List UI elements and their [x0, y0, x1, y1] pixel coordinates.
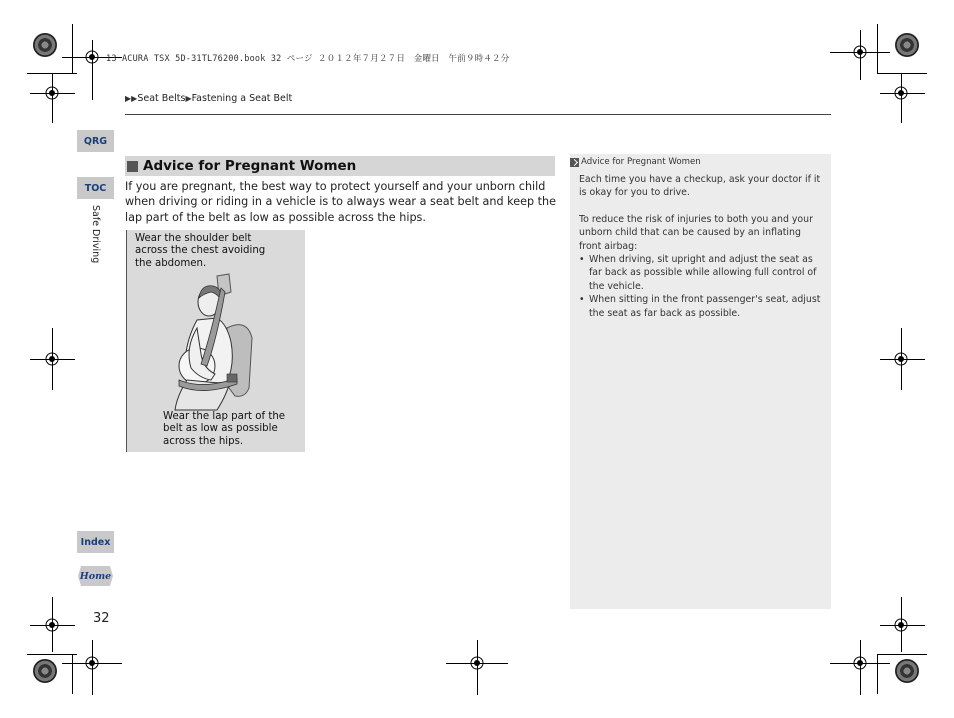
note-title-text: Advice for Pregnant Women: [581, 157, 701, 167]
crop-line: [877, 654, 878, 694]
breadcrumb-arrow-icon: ▶: [185, 94, 192, 103]
crop-line: [877, 73, 927, 74]
list-item: • When driving, sit upright and adjust the seat as far back as possible while allowing full control of the vehicle.: [579, 253, 825, 293]
crop-line: [877, 654, 927, 655]
color-rosette-icon: [33, 33, 57, 57]
breadcrumb-arrow-icon: ▶▶: [125, 94, 138, 103]
pregnant-woman-illustration-icon: [157, 268, 267, 413]
page-number: 32: [93, 611, 110, 626]
registration-target-icon: [890, 82, 912, 104]
section-label: [85, 205, 105, 275]
printer-slug: 13 ACURA TSX 5D-31TL76200.book 32 ページ ２０１２年７月２７日 金曜日 午前９時４２分: [106, 54, 510, 64]
crop-line: [72, 654, 73, 694]
breadcrumb-current: Fastening a Seat Belt: [191, 93, 293, 104]
note-paragraph: To reduce the risk of injuries to both you and your unborn child that can be caused by an inflating front airbag:: [579, 214, 813, 252]
section-heading: [125, 156, 555, 176]
crop-line: [27, 654, 77, 655]
crop-line: [877, 24, 878, 74]
crop-line: [72, 24, 73, 74]
qrg-tab[interactable]: QRG: [77, 130, 114, 152]
note-paragraph: Each time you have a checkup, ask your doctor if it is okay for you to drive.: [579, 174, 821, 199]
registration-target-icon: [41, 82, 63, 104]
heading-text: Advice for Pregnant Women: [143, 158, 357, 174]
note-title: [570, 157, 701, 167]
registration-target-icon: [81, 46, 103, 68]
registration-target-icon: [41, 348, 63, 370]
note-marker-icon: [570, 158, 579, 167]
heading-square-icon: [127, 161, 138, 172]
registration-target-icon: [890, 614, 912, 636]
registration-target-icon: [849, 652, 871, 674]
side-note: [570, 154, 831, 609]
figure-caption-lap-belt: Wear the lap part of the belt as low as possible across the hips.: [163, 411, 286, 447]
header-divider: [125, 114, 831, 115]
note-bullet-list: [579, 253, 825, 320]
color-rosette-icon: [33, 659, 57, 683]
home-label: Home: [79, 570, 112, 582]
figure-caption-shoulder-belt: Wear the shoulder belt across the chest avoiding the abdomen.: [135, 233, 266, 269]
breadcrumb: [125, 93, 292, 104]
body-paragraph: If you are pregnant, the best way to protect yourself and your unborn child when driving or riding in a vehicle is to always wear a seat belt and keep the lap part of the belt as low as possible across the hips.: [125, 180, 557, 224]
toc-tab[interactable]: TOC: [77, 177, 114, 199]
list-item: • When sitting in the front passenger's seat, adjust the seat as far back as possible.: [579, 293, 825, 320]
pregnant-seatbelt-figure: [126, 230, 305, 452]
home-button[interactable]: [77, 564, 114, 588]
registration-target-icon: [81, 652, 103, 674]
color-rosette-icon: [895, 659, 919, 683]
registration-target-icon: [41, 614, 63, 636]
section-label-text: Safe Driving: [90, 205, 101, 264]
registration-target-icon: [466, 652, 488, 674]
registration-target-icon: [890, 348, 912, 370]
registration-target-icon: [849, 41, 871, 63]
breadcrumb-link-seat-belts[interactable]: Seat Belts: [137, 93, 186, 104]
index-tab[interactable]: Index: [77, 531, 114, 553]
color-rosette-icon: [895, 33, 919, 57]
